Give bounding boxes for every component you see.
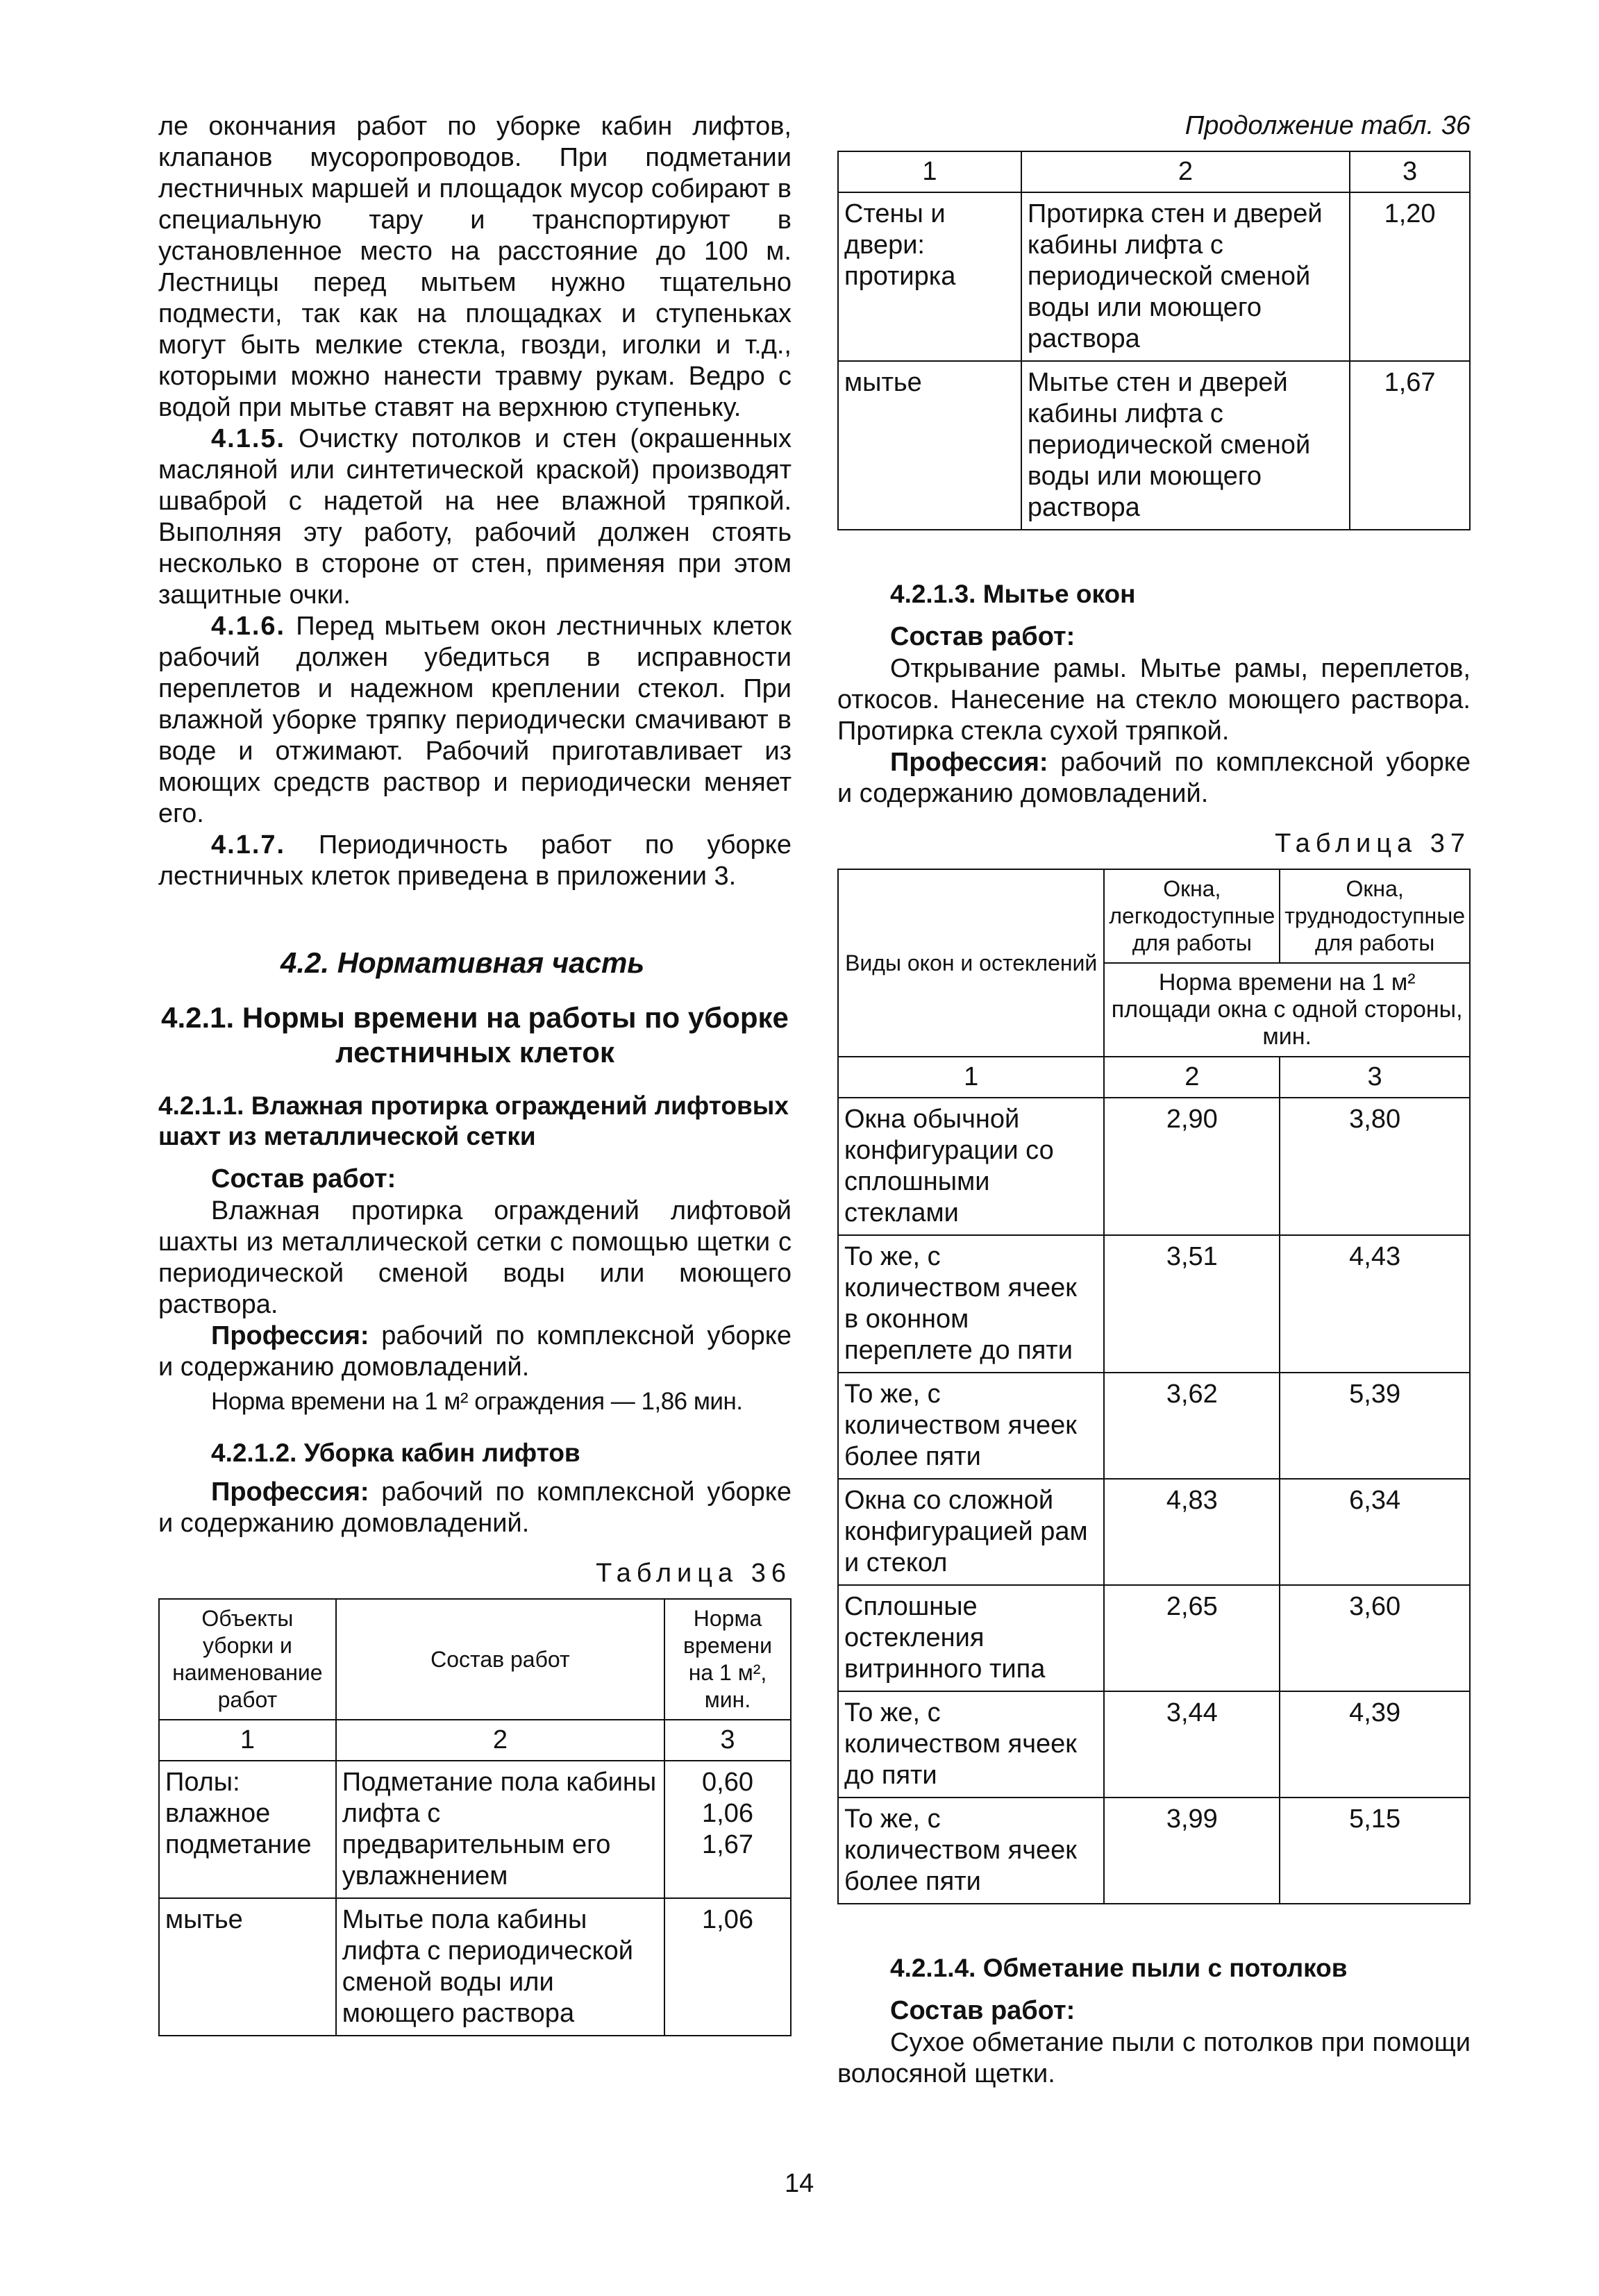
table-cell: 4,39 [1280, 1691, 1470, 1798]
table-row [838, 1235, 1470, 1373]
table-cell: 5,15 [1280, 1798, 1470, 1904]
table-cell: То же, с количеством ячеек в оконном переплете до пяти [838, 1235, 1104, 1373]
table-36-continued [837, 151, 1471, 530]
table-cell: Окна обычной конфигурации со сплошными стеклами [838, 1098, 1104, 1235]
table-cell: То же, с количеством ячеек более пяти [838, 1798, 1104, 1904]
table-cell: 2,90 [1104, 1098, 1280, 1235]
paragraph-4-1-6 [158, 611, 792, 830]
right-column [837, 111, 1471, 2090]
table-cell: 3,44 [1104, 1691, 1280, 1798]
column-number: 2 [336, 1720, 664, 1761]
table-header: Норма времени на 1 м² площади окна с одной стороны, мин. [1104, 963, 1470, 1057]
table-header: Окна, легкодоступные для работы [1104, 869, 1280, 963]
table-cell: То же, с количеством ячеек более пяти [838, 1373, 1104, 1479]
table-36 [158, 1598, 792, 2036]
table-row [159, 1761, 791, 1898]
table-cell: 3,62 [1104, 1373, 1280, 1479]
clause-text: Перед мытьем окон лестничных клеток рабочий должен убедиться в исправности переплетов и надежном креплении стекол. При влажной уборке тряпку периодически смачивают в воде и отжимают. Рабочий приготавливает из моющих средств раствор и периодически меняет его. [158, 612, 792, 828]
column-number: 3 [664, 1720, 791, 1761]
column-number: 1 [838, 151, 1021, 192]
column-number: 1 [838, 1057, 1104, 1098]
clause-number: 4.1.7. [211, 830, 286, 860]
table-cell: Мытье пола кабины лифта с периодической сменой воды или моющего раствора [336, 1898, 664, 2036]
profession-text: рабочий по комплексной уборке и содержанию домовладений. [158, 1321, 792, 1382]
composition-label: Состав работ: [211, 1164, 396, 1193]
table-cell: 6,34 [1280, 1479, 1470, 1585]
table-header: Объекты уборки и наименование работ [159, 1599, 336, 1720]
table-cell: 3,60 [1280, 1585, 1470, 1691]
table-cell: 5,39 [1280, 1373, 1470, 1479]
table-row [838, 1479, 1470, 1585]
table-row [838, 1798, 1470, 1904]
column-number: 2 [1021, 151, 1350, 192]
page-number: 14 [785, 2169, 814, 2198]
clause-number: 4.1.5. [211, 424, 286, 453]
table-cell: мытье [159, 1898, 336, 2036]
column-number: 1 [159, 1720, 336, 1761]
table-header: Норма времени на 1 м², мин. [664, 1599, 791, 1720]
table-cell: мытье [838, 361, 1021, 530]
table-cell: 3,99 [1104, 1798, 1280, 1904]
profession-label: Профессия: [211, 1477, 369, 1507]
subsection-heading-4-2-1-3: 4.2.1.3. Мытье окон [890, 580, 1136, 608]
table-cell: Окна со сложной конфигурацией рам и стекол [838, 1479, 1104, 1585]
profession-line [158, 1321, 792, 1383]
table-37-caption: Таблица 37 [1275, 829, 1471, 858]
composition-text: Сухое обметание пыли с потолков при помощи волосяной щетки. [837, 2028, 1471, 2088]
table-row [838, 361, 1470, 530]
table-row [838, 1373, 1470, 1479]
table-cell: 3,80 [1280, 1098, 1470, 1235]
subsection-heading-4-2-1-2: 4.2.1.2. Уборка кабин лифтов [211, 1439, 580, 1467]
composition-label: Состав работ: [890, 622, 1075, 651]
paragraph-continuation: ле окончания работ по уборке кабин лифтов, клапанов мусоропроводов. При подметании лестничных маршей и площадок мусор собирают в специальную тару и транспортируют в установленное место на расстояние до 100 м. Лестницы перед мытьем нужно тщательно подмести, так как на площадках и ступеньках могут быть мелкие стекла, гвозди, иголки и т.д., которыми можно нанести травму рукам. Ведро с водой при мытье ставят на верхнюю ступеньку. [158, 112, 792, 422]
column-number: 2 [1104, 1057, 1280, 1098]
composition-label: Состав работ: [890, 1996, 1075, 2025]
table-cell: Протирка стен и дверей кабины лифта с периодической сменой воды или моющего раствора [1021, 192, 1350, 361]
column-number: 3 [1350, 151, 1470, 192]
table-row [838, 1098, 1470, 1235]
table-cell: То же, с количеством ячеек до пяти [838, 1691, 1104, 1798]
profession-text: рабочий по комплексной уборке и содержанию домовладений. [158, 1477, 792, 1538]
paragraph-4-1-5 [158, 424, 792, 611]
table-36-caption: Таблица 36 [596, 1559, 792, 1588]
table-cell: Сплошные остекления витринного типа [838, 1585, 1104, 1691]
section-heading-4-2: 4.2. Нормативная часть [281, 946, 645, 979]
clause-text: Периодичность работ по уборке лестничных клеток приведена в приложении 3. [158, 830, 792, 891]
left-column [158, 111, 792, 2036]
table-cell: 4,43 [1280, 1235, 1470, 1373]
table-cell: Мытье стен и дверей кабины лифта с периодической сменой воды или моющего раствора [1021, 361, 1350, 530]
table-header: Виды окон и остеклений [838, 869, 1104, 1057]
subsection-heading-4-2-1-4: 4.2.1.4. Обметание пыли с потолков [890, 1954, 1348, 1982]
table-cell: Подметание пола кабины лифта с предварительным его увлажнением [336, 1761, 664, 1898]
composition-text: Открывание рамы. Мытье рамы, переплетов, откосов. Нанесение на стекло моющего раствора. Протирка стекла сухой тряпкой. [837, 654, 1471, 746]
table-row [838, 1691, 1470, 1798]
table-cell: 2,65 [1104, 1585, 1280, 1691]
table-header: Окна, труднодоступные для работы [1280, 869, 1470, 963]
table-cell: Стены и двери: протирка [838, 192, 1021, 361]
profession-label: Профессия: [211, 1321, 369, 1350]
profession-text: рабочий по комплексной уборке и содержанию домовладений. [837, 748, 1471, 808]
paragraph-4-1-7 [158, 830, 792, 892]
profession-label: Профессия: [890, 748, 1048, 777]
section-heading-4-2-1: 4.2.1. Нормы времени на работы по уборке лестничных клеток [161, 1001, 789, 1069]
table-row [838, 1585, 1470, 1691]
norm-line: Норма времени на 1 м² ограждения — 1,86 мин. [211, 1388, 743, 1415]
table-header: Состав работ [336, 1599, 664, 1720]
table-cell: Полы: влажное подметание [159, 1761, 336, 1898]
table-cell: 3,51 [1104, 1235, 1280, 1373]
table-cell: 1,20 [1350, 192, 1470, 361]
column-number: 3 [1280, 1057, 1470, 1098]
clause-number: 4.1.6. [211, 612, 286, 641]
profession-line [158, 1477, 792, 1539]
profession-line [837, 747, 1471, 810]
subsection-heading-4-2-1-1: 4.2.1.1. Влажная протирка ограждений лифтовых шахт из металлической сетки [158, 1091, 789, 1150]
table-continuation-caption: Продолжение табл. 36 [1184, 111, 1471, 140]
table-row [838, 192, 1470, 361]
table-cell: 0,60 1,06 1,67 [664, 1761, 791, 1898]
table-cell: 4,83 [1104, 1479, 1280, 1585]
table-row [159, 1898, 791, 2036]
table-37 [837, 869, 1471, 1904]
clause-text: Очистку потолков и стен (окрашенных масляной или синтетической краской) производят шваброй с надетой на нее влажной тряпкой. Выполняя эту работу, рабочий должен стоять несколько в стороне от стен, применяя при этом защитные очки. [158, 424, 792, 610]
composition-text: Влажная протирка ограждений лифтовой шахты из металлической сетки с помощью щетки с периодической сменой воды или моющего раствора. [158, 1196, 792, 1319]
table-cell: 1,67 [1350, 361, 1470, 530]
table-cell: 1,06 [664, 1898, 791, 2036]
